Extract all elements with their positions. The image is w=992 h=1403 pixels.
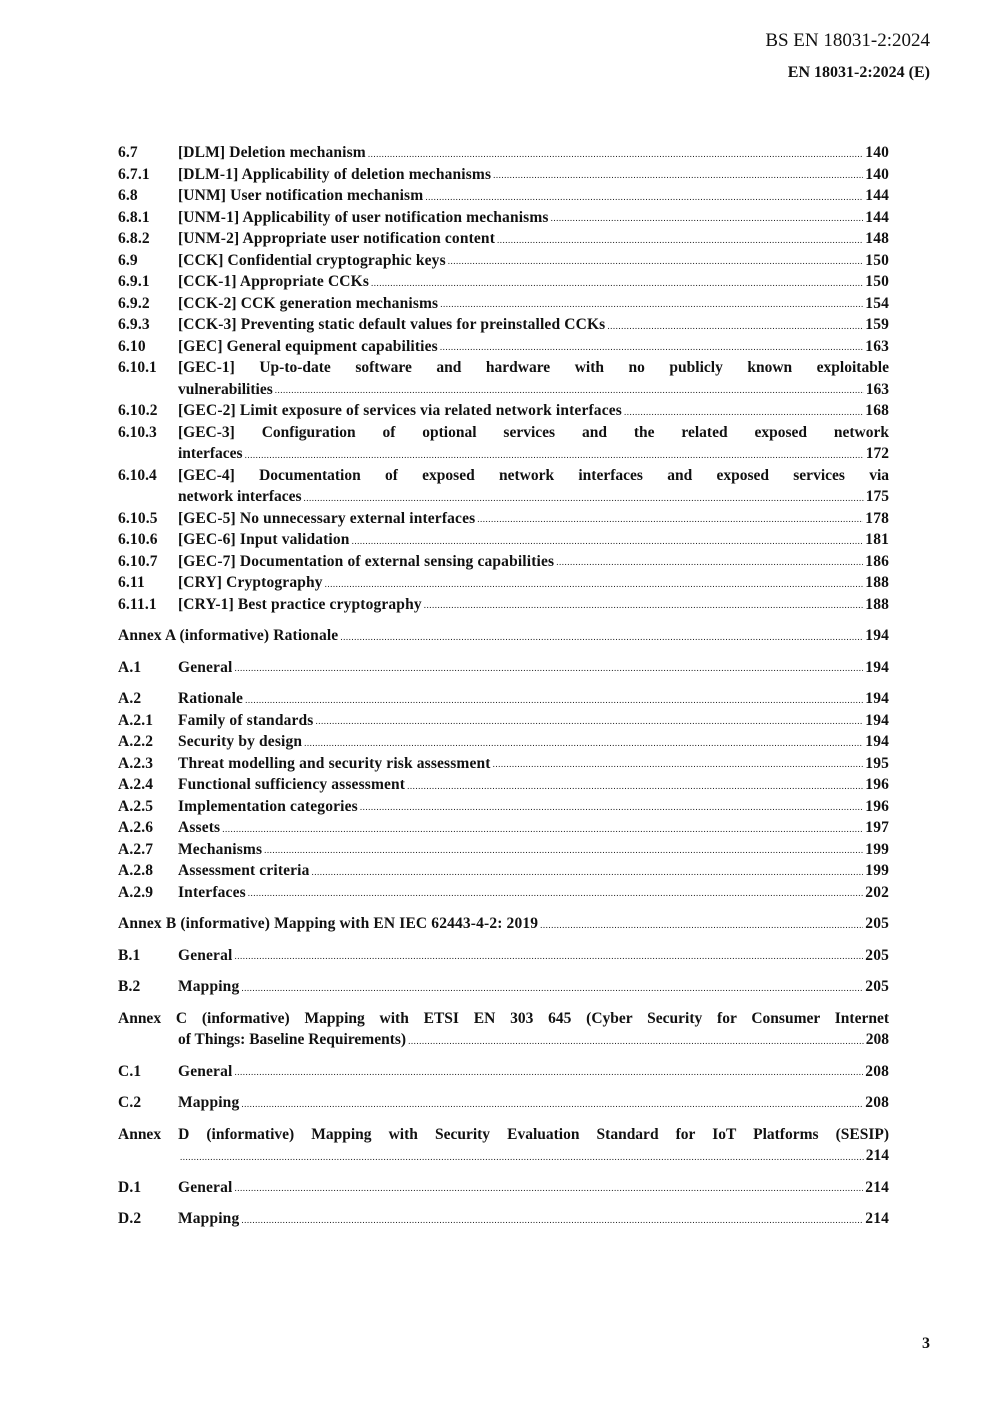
toc-entry[interactable] (118, 1208, 889, 1230)
toc-entry-page: 175 (865, 488, 889, 505)
toc-entry-number: A.2 (118, 690, 142, 707)
toc-entry-page: 148 (865, 230, 889, 247)
edition-id-header: EN 18031-2:2024 (E) (787, 64, 930, 81)
toc-entry-page: 208 (865, 1094, 889, 1111)
toc-entry-title: Mapping (178, 1094, 240, 1111)
dot-leader (264, 844, 863, 856)
toc-entry-page: 195 (865, 754, 889, 772)
toc-annex-entry[interactable] (118, 1008, 889, 1051)
toc-entry-title: Family of standards (178, 711, 314, 729)
toc-entry-page: 188 (865, 595, 889, 613)
toc-entry[interactable] (118, 594, 889, 616)
toc-entry-number: 6.8.1 (118, 208, 150, 226)
toc-entry[interactable] (118, 839, 889, 861)
toc-entry[interactable] (118, 860, 889, 882)
toc-entry-page: 150 (865, 251, 889, 269)
toc-entry[interactable] (118, 1177, 889, 1199)
dot-leader (407, 780, 863, 792)
toc-entry-title: Threat modelling and security risk assessment (178, 754, 491, 772)
toc-entry-number: 6.10.2 (118, 402, 158, 419)
toc-entry-title: [GEC-5] No unnecessary external interfaces (178, 509, 476, 527)
toc-entry-number: 6.9 (118, 251, 138, 269)
toc-entry-title: [GEC-3] Configuration of optional services and the related exposed network (178, 423, 889, 441)
toc-entry[interactable] (118, 731, 889, 753)
toc-entry-title: General (178, 1178, 233, 1196)
toc-entry-page: 214 (865, 1210, 889, 1227)
toc-entry-title: [GEC-6] Input validation (178, 531, 350, 548)
toc-entry-title: [UNM-1] Applicability of user notification mechanisms (178, 208, 549, 226)
toc-entry-title: Mapping (178, 978, 240, 995)
toc-entry-page: 144 (865, 187, 889, 204)
toc-entry-page: 196 (865, 776, 889, 793)
toc-entry-number: A.2.4 (118, 776, 154, 793)
toc-annex-entry[interactable] (118, 1124, 889, 1167)
toc-entry[interactable] (118, 710, 889, 732)
toc-entry-title: [CCK-1] Appropriate CCKs (178, 273, 370, 290)
toc-entry-title: Annex C (informative) Mapping with ETSI EN 303 645 (Cyber Security for Consumer Internet (118, 1009, 889, 1027)
dot-leader (352, 535, 864, 547)
toc-entry-number: 6.8.2 (118, 230, 150, 247)
dot-leader (607, 320, 863, 332)
toc-entry-title: [CRY] Cryptography (178, 574, 323, 591)
toc-entry-title: Implementation categories (178, 797, 358, 815)
dot-leader (245, 449, 864, 461)
toc-entry-number: A.1 (118, 658, 142, 676)
toc-entry[interactable] (118, 688, 889, 710)
toc-entry-page: 205 (865, 915, 889, 932)
toc-entry[interactable] (118, 753, 889, 775)
toc-entry-title: Security by design (178, 733, 303, 750)
dot-leader (304, 492, 864, 504)
toc-entry-page: 197 (865, 819, 889, 836)
dot-leader (477, 513, 863, 525)
toc-entry-number: 6.11 (118, 574, 145, 591)
dot-leader (222, 823, 863, 835)
toc-entry-page: 208 (865, 1031, 889, 1048)
toc-entry-title: Assets (178, 819, 221, 836)
toc-entry[interactable] (118, 142, 889, 164)
toc-entry[interactable] (118, 1061, 889, 1083)
dot-leader (551, 212, 864, 224)
dot-leader (241, 982, 863, 994)
toc-entry-number: 6.10.5 (118, 509, 158, 527)
toc-entry-number: 6.9.1 (118, 273, 150, 290)
toc-entry-page: 140 (865, 165, 889, 183)
toc-entry-page: 194 (865, 733, 889, 750)
toc-entry[interactable] (118, 882, 889, 904)
toc-entry-number: 6.10.7 (118, 552, 158, 570)
toc-entry[interactable] (118, 465, 889, 508)
toc-entry-number: 6.10.1 (118, 359, 157, 376)
standard-id-header: BS EN 18031-2:2024 (765, 30, 930, 51)
toc-entry-title: Functional sufficiency assessment (178, 776, 406, 793)
toc-entry-title: General (178, 946, 233, 964)
toc-entry[interactable] (118, 529, 889, 551)
toc-entry-title: [GEC-4] Documentation of exposed network interfaces and exposed services via (178, 466, 889, 484)
toc-entry-page: 140 (865, 144, 889, 161)
toc-entry-title: General (178, 1062, 233, 1080)
toc-entry-title: [GEC] General equipment capabilities (178, 337, 438, 355)
toc-entry[interactable] (118, 508, 889, 530)
toc-entry-number: 6.9.3 (118, 316, 150, 333)
toc-entry-title: [GEC-2] Limit exposure of services via related network interfaces (178, 402, 622, 419)
toc-entry-number: 6.7 (118, 144, 138, 161)
toc-entry-page: 186 (865, 552, 889, 570)
toc-entry-number: C.2 (118, 1094, 142, 1111)
toc-entry[interactable] (118, 945, 889, 967)
toc-entry-number: 6.8 (118, 187, 138, 204)
toc-entry-page: 144 (865, 208, 889, 226)
dot-leader (497, 234, 863, 246)
toc-entry-page: 181 (865, 531, 889, 548)
dot-leader (325, 578, 864, 590)
toc-entry-page: 154 (865, 294, 889, 312)
toc-entry-number: 6.11.1 (118, 595, 157, 613)
toc-entry-title: [CCK-3] Preventing static default values for preinstalled CCKs (178, 316, 606, 333)
dot-leader (248, 887, 864, 899)
toc-entry-title-continued: network interfaces (178, 488, 302, 505)
toc-entry-number: D.2 (118, 1210, 142, 1227)
toc-entry-title: [GEC-1] Up-to-date software and hardware with no publicly known exploitable (178, 359, 889, 376)
dot-leader (275, 384, 864, 396)
toc-entry-page: 150 (865, 273, 889, 290)
toc-entry-title: Annex D (informative) Mapping with Security Evaluation Standard for IoT Platforms (SESIP) (118, 1125, 889, 1143)
toc-entry-page: 163 (865, 337, 889, 355)
toc-entry[interactable] (118, 796, 889, 818)
table-of-contents (118, 142, 889, 1230)
toc-entry-number: 6.9.2 (118, 294, 150, 312)
toc-entry[interactable] (118, 250, 889, 272)
toc-entry-title: [DLM-1] Applicability of deletion mechanisms (178, 165, 492, 183)
toc-entry[interactable] (118, 185, 889, 207)
toc-entry-page: 199 (865, 840, 889, 858)
toc-entry-number: D.1 (118, 1178, 142, 1196)
dot-leader (241, 1098, 863, 1110)
toc-entry-number: C.1 (118, 1062, 142, 1080)
toc-entry-page: 188 (865, 574, 889, 591)
toc-entry-number: 6.7.1 (118, 165, 150, 183)
dot-leader (180, 1151, 864, 1163)
toc-entry-page: 159 (865, 316, 889, 333)
toc-entry-number: A.2.7 (118, 840, 154, 858)
toc-entry-page: 178 (865, 509, 889, 527)
dot-leader (408, 1035, 864, 1047)
toc-entry-page: 172 (865, 445, 889, 462)
toc-entry[interactable] (118, 357, 889, 400)
toc-entry-page: 194 (865, 711, 889, 729)
toc-entry-title: [CCK] Confidential cryptographic keys (178, 251, 446, 269)
toc-entry[interactable] (118, 1092, 889, 1114)
dot-leader (315, 715, 863, 727)
toc-entry-page: 196 (865, 797, 889, 815)
toc-annex-entry[interactable] (118, 625, 889, 647)
toc-entry[interactable] (118, 657, 889, 679)
toc-entry-number: 6.10 (118, 337, 146, 355)
toc-entry-number: A.2.8 (118, 862, 154, 879)
toc-entry[interactable] (118, 207, 889, 229)
toc-entry-title: Interfaces (178, 883, 246, 901)
toc-entry[interactable] (118, 164, 889, 186)
page-number: 3 (922, 1335, 930, 1352)
toc-entry[interactable] (118, 551, 889, 573)
toc-entry-title-continued: of Things: Baseline Requirements) (178, 1031, 407, 1048)
toc-entry-title: Assessment criteria (178, 862, 310, 879)
toc-entry-title: [CRY-1] Best practice cryptography (178, 595, 422, 613)
toc-entry-number: A.2.6 (118, 819, 154, 836)
toc-entry[interactable] (118, 572, 889, 594)
toc-entry-number: B.2 (118, 978, 141, 995)
toc-entry[interactable] (118, 314, 889, 336)
toc-entry[interactable] (118, 976, 889, 998)
toc-entry-page: 214 (865, 1178, 889, 1196)
dot-leader (234, 1182, 863, 1194)
dot-leader (340, 631, 863, 643)
toc-entry-title: [DLM] Deletion mechanism (178, 144, 366, 161)
toc-entry-page: 168 (865, 402, 889, 419)
toc-entry-page: 163 (865, 380, 889, 398)
toc-entry[interactable] (118, 271, 889, 293)
toc-entry-number: A.2.9 (118, 883, 154, 901)
toc-entry-title-continued: vulnerabilities (178, 380, 273, 398)
toc-entry-page: 194 (865, 690, 889, 707)
toc-entry-number: A.2.5 (118, 797, 154, 815)
toc-entry-title: Mechanisms (178, 840, 263, 858)
toc-entry-title: Annex A (informative) Rationale (118, 627, 339, 644)
toc-entry-title: Mapping (178, 1210, 240, 1227)
dot-leader (448, 255, 864, 267)
dot-leader (368, 148, 863, 160)
dot-leader (624, 406, 863, 418)
dot-leader (493, 169, 863, 181)
toc-entry-page: 194 (865, 658, 889, 676)
toc-entry-title: [CCK-2] CCK generation mechanisms (178, 294, 439, 312)
toc-entry-title: [UNM] User notification mechanism (178, 187, 424, 204)
toc-entry-number: A.2.2 (118, 733, 154, 750)
dot-leader (425, 191, 863, 203)
toc-entry-number: 6.10.4 (118, 466, 157, 484)
toc-entry-number: 6.10.3 (118, 423, 157, 441)
toc-entry-title: Annex B (informative) Mapping with EN IEC 62443-4-2: 2019 (118, 915, 539, 932)
toc-entry[interactable] (118, 293, 889, 315)
toc-entry-number: A.2.1 (118, 711, 154, 729)
dot-leader (234, 662, 863, 674)
toc-entry-title-continued: interfaces (178, 445, 243, 462)
dot-leader (245, 694, 863, 706)
toc-entry-number: 6.10.6 (118, 531, 158, 548)
toc-entry-number: B.1 (118, 946, 141, 964)
toc-entry-page: 214 (865, 1147, 889, 1164)
toc-entry[interactable] (118, 400, 889, 422)
dot-leader (493, 758, 864, 770)
dot-leader (440, 298, 863, 310)
toc-annex-entry[interactable] (118, 913, 889, 935)
dot-leader (360, 801, 863, 813)
toc-entry-title: General (178, 658, 233, 676)
toc-entry-page: 194 (865, 627, 889, 644)
toc-entry-page: 199 (865, 862, 889, 879)
dot-leader (234, 950, 863, 962)
toc-entry-number: A.2.3 (118, 754, 154, 772)
dot-leader (440, 341, 863, 353)
dot-leader (304, 737, 863, 749)
toc-entry-title: [UNM-2] Appropriate user notification content (178, 230, 496, 247)
dot-leader (312, 866, 864, 878)
toc-entry-title: Rationale (178, 690, 244, 707)
toc-entry[interactable] (118, 774, 889, 796)
toc-entry[interactable] (118, 422, 889, 465)
dot-leader (540, 919, 863, 931)
toc-entry-page: 202 (865, 883, 889, 901)
dot-leader (424, 599, 864, 611)
toc-entry[interactable] (118, 817, 889, 839)
dot-leader (556, 556, 863, 568)
toc-entry-page: 205 (865, 978, 889, 995)
toc-entry[interactable] (118, 336, 889, 358)
toc-entry-title: [GEC-7] Documentation of external sensing capabilities (178, 552, 555, 570)
toc-entry-page: 205 (865, 946, 889, 964)
toc-entry[interactable] (118, 228, 889, 250)
toc-entry-page: 208 (865, 1062, 889, 1080)
dot-leader (234, 1066, 863, 1078)
dot-leader (241, 1214, 863, 1226)
dot-leader (371, 277, 863, 289)
